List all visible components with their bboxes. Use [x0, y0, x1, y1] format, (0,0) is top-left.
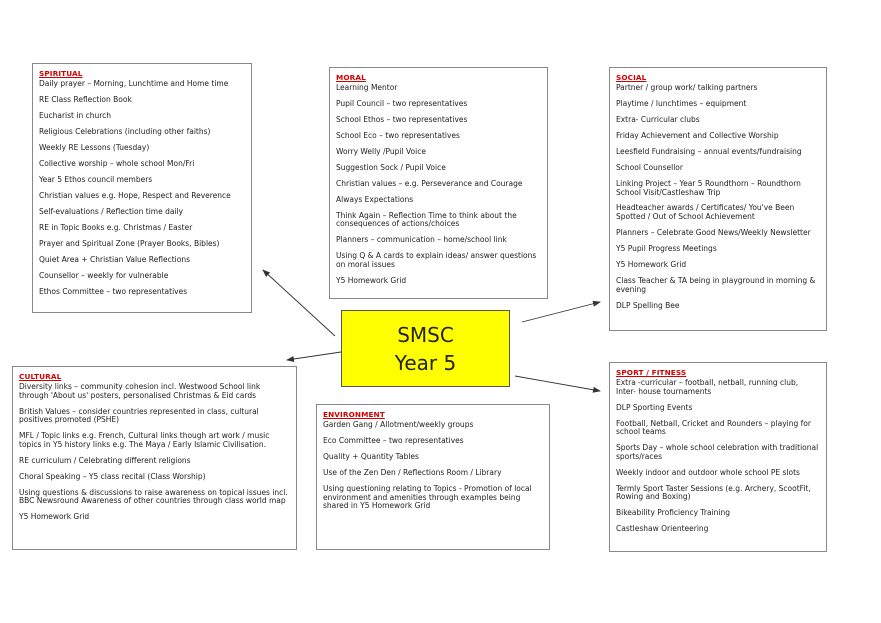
list-item: Use of the Zen Den / Reflections Room / Library — [323, 467, 502, 477]
social-box — [609, 67, 827, 331]
social-list — [616, 84, 820, 310]
list-item: Choral Speaking – Y5 class recital (Class Worship) — [19, 471, 206, 481]
list-item: Extra- Curricular clubs — [616, 114, 700, 124]
list-item: Garden Gang / Allotment/weekly groups — [323, 420, 474, 429]
list-item: Year 5 Ethos council members — [39, 174, 153, 184]
list-item: Partner / group work/ talking partners — [616, 83, 758, 92]
list-item: School Ethos – two representatives — [336, 114, 468, 124]
environment-list — [323, 421, 543, 511]
cultural-box — [12, 366, 297, 550]
environment-box — [316, 404, 550, 550]
list-item: School Eco – two representatives — [336, 130, 460, 140]
list-item: Y5 Homework Grid — [19, 512, 90, 522]
center-subtitle: Year 5 — [394, 350, 457, 375]
arrow-to-social — [522, 302, 600, 322]
list-item: Think Again – Reflection Time to think about the consequences of actions/choices — [336, 210, 517, 229]
list-item: Quiet Area + Christian Value Reflections — [39, 254, 191, 264]
list-item: British Values – consider countries represented in class, cultural positives promoted (PSHE) — [19, 406, 259, 425]
list-item: Y5 Pupil Progress Meetings — [616, 244, 717, 254]
arrow-to-sport — [515, 376, 600, 391]
list-item: Religious Celebrations (including other faiths) — [39, 126, 211, 136]
list-item: Bikeability Proficiency Training — [616, 508, 731, 518]
sport-list — [616, 379, 820, 534]
list-item: Planners – Celebrate Good News/Weekly Newsletter — [616, 228, 811, 238]
spiritual-list — [39, 80, 245, 296]
list-item: RE Class Reflection Book — [39, 94, 132, 104]
list-item: Self-evaluations / Reflection time daily — [39, 206, 184, 216]
list-item: Eucharist in church — [39, 110, 112, 120]
spiritual-heading: SPIRITUAL — [39, 69, 83, 78]
list-item: Suggestion Sock / Pupil Voice — [336, 162, 446, 172]
list-item: DLP Sporting Events — [616, 402, 693, 412]
arrow-to-cultural — [287, 352, 341, 360]
list-item: Weekly RE Lessons (Tuesday) — [39, 142, 150, 152]
list-item: RE in Topic Books e.g. Christmas / Easter — [39, 222, 193, 232]
list-item: Collective worship – whole school Mon/Fri — [39, 158, 195, 168]
list-item: Friday Achievement and Collective Worship — [616, 130, 779, 140]
list-item: Castleshaw Orienteering — [616, 524, 709, 534]
social-heading: SOCIAL — [616, 73, 647, 82]
list-item: School Counsellor — [616, 162, 683, 172]
list-item: Worry Welly /Pupil Voice — [336, 146, 426, 156]
list-item: Diversity links – community cohesion incl. Westwood School link through 'About us' posters, personalised Christmas & Eid cards — [19, 382, 261, 400]
cultural-list — [19, 383, 290, 522]
list-item: Class Teacher & TA being in playground in morning & evening — [616, 276, 816, 294]
list-item: Pupil Council – two representatives — [336, 98, 468, 108]
list-item: Using Q & A cards to explain ideas/ answer questions on moral issues — [336, 251, 537, 270]
moral-list — [336, 84, 541, 286]
sport-box — [609, 362, 827, 552]
spiritual-box — [32, 63, 252, 313]
moral-heading: MORAL — [336, 73, 366, 82]
list-item: Daily prayer – Morning, Lunchtime and Home time — [39, 79, 229, 88]
list-item: Using questions & discussions to raise awareness on topical issues incl. BBC Newsround Awareness of other countries through class world map — [19, 487, 288, 506]
list-item: Christian values – e.g. Perseverance and Courage — [336, 178, 523, 188]
list-item: Y5 Homework Grid — [616, 260, 687, 270]
arrow-to-spiritual — [263, 270, 335, 336]
list-item: Prayer and Spiritual Zone (Prayer Books, Bibles) — [39, 238, 220, 248]
list-item: Weekly indoor and outdoor whole school PE slots — [616, 467, 800, 477]
list-item: Football, Netball, Cricket and Rounders – playing for school teams — [616, 418, 811, 437]
cultural-heading: CULTURAL — [19, 372, 62, 381]
list-item: RE curriculum / Celebrating different religions — [19, 455, 191, 465]
list-item: Y5 Homework Grid — [336, 276, 407, 286]
smsc-center-box — [341, 310, 510, 387]
list-item: Extra -curricular – football, netball, running club, Inter- house tournaments — [616, 378, 799, 396]
list-item: Christian values e.g. Hope, Respect and Reverence — [39, 190, 231, 200]
environment-heading: ENVIRONMENT — [323, 410, 385, 419]
list-item: Counsellor – weekly for vulnerable — [39, 270, 169, 280]
sport-heading: SPORT / FITNESS — [616, 368, 687, 377]
list-item: Sports Day – whole school celebration with traditional sports/races — [616, 443, 819, 461]
moral-box — [329, 67, 548, 299]
list-item: Always Expectations — [336, 194, 414, 204]
list-item: Learning Mentor — [336, 83, 398, 92]
list-item: Playtime / lunchtimes – equipment — [616, 98, 747, 108]
list-item: Planners – communication – home/school link — [336, 235, 507, 245]
list-item: DLP Spelling Bee — [616, 300, 680, 310]
list-item: MFL / Topic links e.g. French, Cultural links though art work / music topics in Y5 history links e.g. The Maya / Early Islamic Civilisation. — [19, 431, 270, 449]
list-item: Using questioning relating to Topics - Promotion of local environment and amenities through examples being shared in Y5 Homework Grid — [323, 483, 532, 511]
center-title: SMSC — [397, 322, 454, 347]
list-item: Linking Project – Year 5 Roundthorn – Roundthorn School Visit/Castleshaw Trip — [616, 178, 801, 197]
list-item: Quality + Quantity Tables — [323, 451, 419, 461]
list-item: Eco Committee – two representatives — [323, 435, 464, 445]
list-item: Headteacher awards / Certificates/ You've Been Spotted / Out of School Achievement — [616, 203, 795, 222]
list-item: Ethos Committee – two representatives — [39, 286, 188, 296]
list-item: Leesfield Fundraising – annual events/fundraising — [616, 146, 802, 156]
list-item: Termly Sport Taster Sessions (e.g. Archery, ScootFit, Rowing and Boxing) — [616, 483, 811, 502]
